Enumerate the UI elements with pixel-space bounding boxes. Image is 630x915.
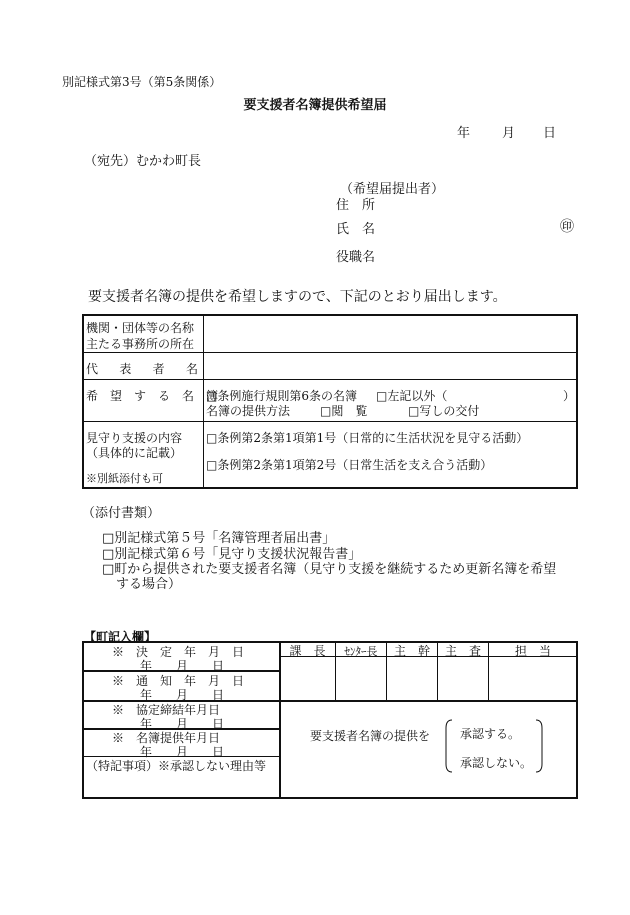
approve-option[interactable]: 承認する。: [460, 727, 521, 741]
support-content-sublabel: （具体的に記載）: [86, 446, 183, 460]
support-option-item2[interactable]: □条例第2条第1項第2号（日常生活を支え合う活動）: [206, 458, 493, 472]
desired-roster-label: 希 望 す る 名 簿: [86, 389, 219, 403]
approver-center-director: ｾﾝﾀｰ長: [344, 645, 378, 658]
approval-statement: 要支援者名簿の提供を: [310, 729, 431, 743]
left-bracket: [446, 720, 452, 772]
approver-section-chief: 課 長: [289, 644, 326, 658]
date-year-label: 年: [457, 126, 471, 141]
notice-date-value: 年 月 日: [140, 688, 225, 702]
table-row-divider: [83, 352, 577, 353]
method-option-viewing[interactable]: □閲 覧: [320, 404, 368, 418]
position-label: 役職名: [336, 250, 376, 265]
attachment-allowed-note: ※別紙添付も可: [86, 472, 163, 485]
table-row-divider: [83, 421, 577, 422]
remarks-label: （特記事項）※承認しない理由等: [86, 759, 267, 773]
office-location-label: 主たる事務所の所在: [86, 337, 195, 351]
support-option-item1[interactable]: □条例第2条第1項第1号（日常的に生活状況を見守る活動）: [206, 431, 529, 445]
agreement-date-value: 年 月 日: [140, 717, 225, 731]
org-name-label: 機関・団体等の名称: [86, 321, 195, 335]
form-number: 別記様式第3号（第5条関係）: [62, 75, 222, 89]
roster-option-rule6[interactable]: □条例施行規則第6条の名簿: [206, 389, 357, 403]
attachments-heading: （添付書類）: [82, 506, 161, 521]
provision-method-label: 名簿の提供方法: [206, 404, 291, 418]
office-use-heading: 【町記入欄】: [84, 630, 157, 644]
attachment-item-continued: する場合）: [116, 577, 182, 592]
name-label: 氏 名: [336, 222, 376, 237]
representative-label: 代 表 者 名: [86, 362, 198, 376]
address-label: 住 所: [336, 198, 376, 213]
page-title: 要支援者名簿提供希望届: [243, 98, 387, 113]
support-content-label: 見守り支援の内容: [86, 431, 183, 445]
attachment-item[interactable]: □別記様式第５号「名簿管理者届出書」: [102, 531, 336, 546]
decision-date-value: 年 月 日: [140, 659, 225, 673]
table-row-divider: [83, 379, 577, 380]
right-bracket: [536, 720, 542, 772]
provision-date-value: 年 月 日: [140, 745, 225, 759]
roster-option-other[interactable]: □左記以外（: [376, 389, 448, 403]
agreement-date-label: ※ 協定締結年月日: [112, 703, 221, 717]
provision-date-label: ※ 名簿提供年月日: [112, 731, 221, 745]
addressee: （宛先）むかわ町長: [84, 154, 202, 169]
date-day-label: 日: [543, 126, 557, 141]
approver-staff: 担 当: [514, 644, 551, 658]
attachment-item[interactable]: □別記様式第６号「見守り支援状況報告書」: [102, 547, 362, 562]
method-option-copy[interactable]: □写しの交付: [408, 404, 480, 418]
seal-mark: ㊞: [560, 219, 574, 235]
reject-option[interactable]: 承認しない。: [460, 756, 533, 770]
decision-date-label: ※ 決 定 年 月 日: [112, 645, 245, 659]
roster-option-other-close: ）: [563, 389, 576, 403]
attachment-item[interactable]: □町から提供された要支援者名簿（見守り支援を継続するため更新名簿を希望: [102, 562, 557, 577]
date-month-label: 月: [502, 126, 516, 141]
notice-date-label: ※ 通 知 年 月 日: [112, 674, 245, 688]
submitter-heading: （希望届提出者）: [340, 182, 445, 197]
office-use-column-divider: [279, 642, 281, 798]
approver-inspector: 主 査: [444, 644, 481, 658]
approver-chief-officer: 主 幹: [393, 644, 430, 658]
approval-grid-bottom: [280, 700, 577, 702]
intro-text: 要支援者名簿の提供を希望しますので、下記のとおり届出します。: [88, 289, 507, 305]
